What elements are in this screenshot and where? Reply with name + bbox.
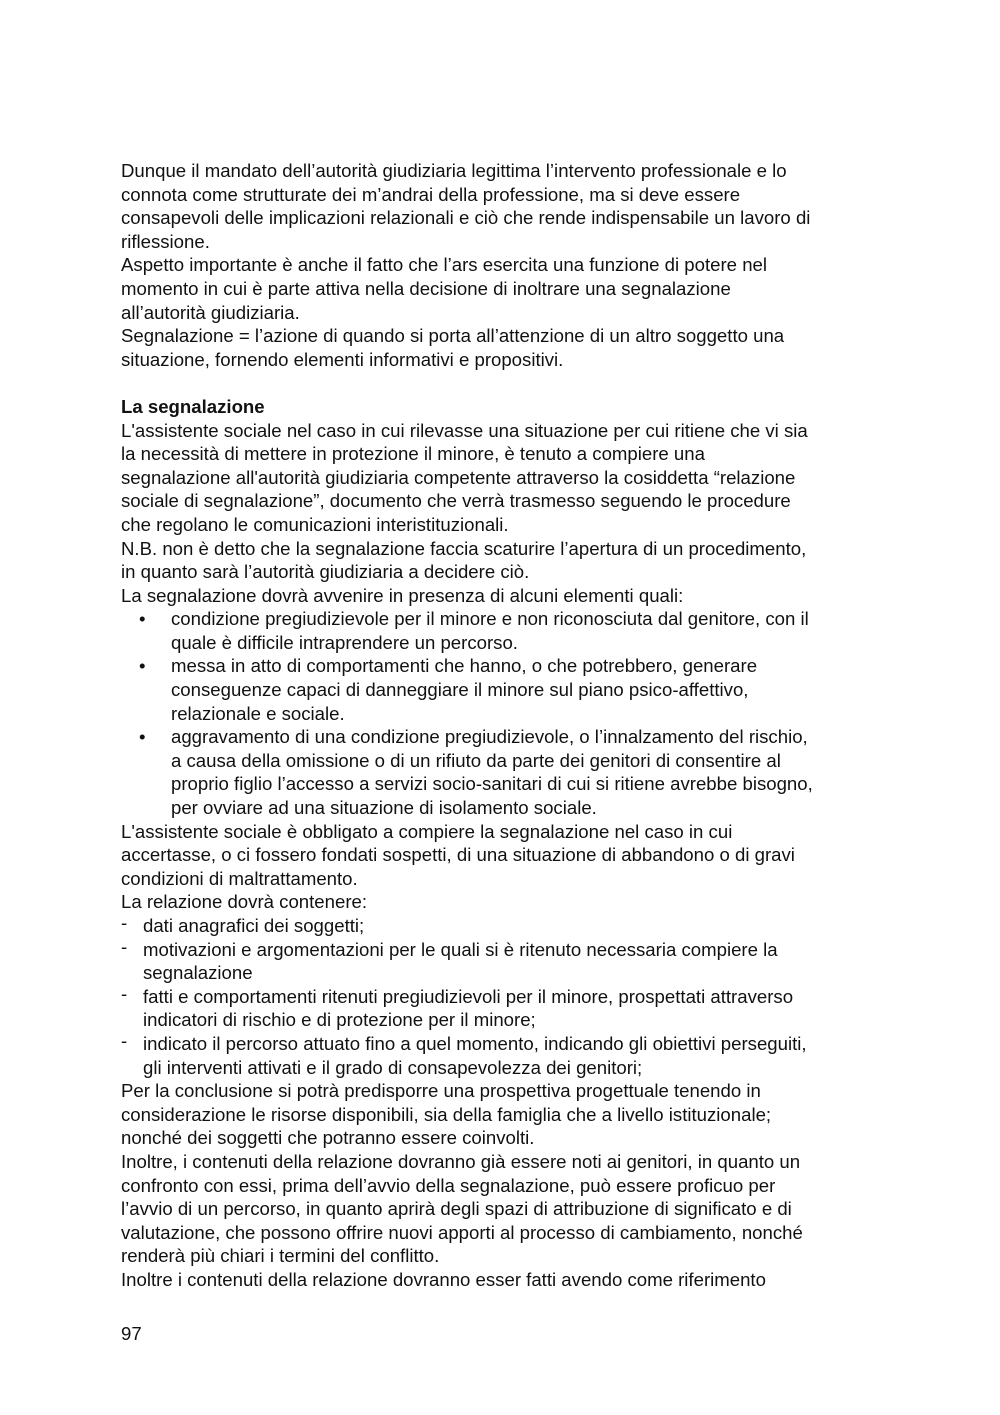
text-line: momento in cui è parte attiva nella decisione di inoltrare una segnalazione xyxy=(121,277,731,299)
list-item-text: a causa della omissione o di un rifiuto da parte dei genitori di consentire al xyxy=(171,749,781,771)
text-line: sociale di segnalazione”, documento che verrà trasmesso seguendo le procedure xyxy=(121,490,791,512)
list-item-text: messa in atto di comportamenti che hanno, o che potrebbero, generare xyxy=(171,655,758,677)
list-item xyxy=(121,725,881,819)
dash-list xyxy=(121,914,881,1079)
list-item-text: dati anagrafici dei soggetti; xyxy=(143,915,365,936)
page-number: 97 xyxy=(121,1323,142,1344)
list-item xyxy=(121,607,881,654)
list-item-line xyxy=(121,725,881,749)
text-line: consapevoli delle implicazioni relazionali e ciò che rende indispensabile un lavoro di xyxy=(121,207,811,229)
dash-icon: - xyxy=(121,935,128,957)
bullet-icon: • xyxy=(139,608,146,630)
paragraph-elementi xyxy=(121,584,881,608)
text-line: all’autorità giudiziaria. xyxy=(121,301,300,323)
paragraph-obbligo xyxy=(121,820,881,891)
list-item-text: conseguenze capaci di danneggiare il minore sul piano psico-affettivo, xyxy=(171,679,749,701)
text-line: che regolano le comunicazioni interistituzionali. xyxy=(121,513,509,535)
text-line: Inoltre, i contenuti della relazione dovranno già essere noti ai genitori, in quanto un xyxy=(121,1150,801,1172)
text-line: riflessione. xyxy=(121,230,210,252)
text-line: La relazione dovrà contenere: xyxy=(121,891,368,913)
text-line: nonché dei soggetti che potranno essere coinvolti. xyxy=(121,1127,535,1149)
text-line: connota come strutturate dei m’andrai della professione, ma si deve essere xyxy=(121,183,741,205)
list-item-line xyxy=(121,1029,881,1056)
text-line: in quanto sarà l’autorità giudiziaria a decidere ciò. xyxy=(121,561,530,583)
list-item-text: motivazioni e argomentazioni per le quali si è ritenuto necessaria compiere la xyxy=(143,938,778,960)
list-item xyxy=(121,982,881,1032)
text-line: La segnalazione dovrà avvenire in presenza di alcuni elementi quali: xyxy=(121,584,684,606)
dash-icon: - xyxy=(121,912,128,933)
list-item xyxy=(121,914,881,938)
list-item-text: condizione pregiudizievole per il minore e non riconosciuta dal genitore, con il xyxy=(171,608,809,630)
paragraph-mandato xyxy=(121,159,881,253)
text-line: l’avvio di un percorso, in quanto aprirà degli spazi di attribuzione di significato e di xyxy=(121,1198,792,1220)
dash-icon: - xyxy=(121,982,128,1004)
list-item-line xyxy=(121,702,881,726)
list-item-line xyxy=(121,796,881,820)
text-line: valutazione, che possono offrire nuovi apporti al processo di cambiamento, nonché xyxy=(121,1221,803,1243)
paragraph-genitori xyxy=(121,1150,881,1268)
list-item-text: relazionale e sociale. xyxy=(171,702,345,724)
list-item-text: indicato il percorso attuato fino a quel momento, indicando gli obiettivi perseguiti, xyxy=(143,1032,807,1054)
page-body xyxy=(121,159,881,1292)
list-item xyxy=(121,1029,881,1079)
list-item xyxy=(121,654,881,725)
text-line: segnalazione all'autorità giudiziaria competente attraverso la cosiddetta “relazione xyxy=(121,466,796,488)
text-line: accertasse, o ci fossero fondati sospetti, di una situazione di abbandono o di gravi xyxy=(121,844,795,866)
text-line: N.B. non è detto che la segnalazione faccia scaturire l’apertura di un procedimento, xyxy=(121,537,807,559)
text-line: la necessità di mettere in protezione il minore, è tenuto a compiere una xyxy=(121,443,705,465)
text-line: Segnalazione = l’azione di quando si porta all’attenzione di un altro soggetto una xyxy=(121,325,785,347)
list-item-text: aggravamento di una condizione pregiudizievole, o l’innalzamento del rischio, xyxy=(171,726,808,748)
text-line: L'assistente sociale nel caso in cui rilevasse una situazione per cui ritiene che vi sia xyxy=(121,419,808,441)
paragraph-assistente xyxy=(121,419,881,537)
list-item-line xyxy=(121,678,881,702)
list-item xyxy=(121,935,881,985)
list-item-text: fatti e comportamenti ritenuti pregiudizievoli per il minore, prospettati attraverso xyxy=(143,985,794,1007)
text-line: condizioni di maltrattamento. xyxy=(121,867,358,889)
list-item-text: quale è difficile intraprendere un percorso. xyxy=(171,631,518,653)
text-line: considerazione le risorse disponibili, sia della famiglia che a livello istituzionale; xyxy=(121,1103,772,1125)
text-line: Aspetto importante è anche il fatto che l’ars esercita una funzione di potere nel xyxy=(121,254,768,276)
list-item-text: per ovviare ad una situazione di isolamento sociale. xyxy=(171,797,597,819)
text-line: confronto con essi, prima dell’avvio della segnalazione, può essere proficuo per xyxy=(121,1174,776,1196)
text-line: renderà più chiari i termini del conflitto. xyxy=(121,1245,440,1267)
list-item-text: gli interventi attivati e il grado di consapevolezza dei genitori; xyxy=(143,1056,643,1078)
list-item-line xyxy=(121,772,881,796)
dash-icon: - xyxy=(121,1029,128,1051)
list-item-line xyxy=(121,982,881,1009)
list-item-line xyxy=(121,1008,881,1032)
text-line: Per la conclusione si potrà predisporre una prospettiva progettuale tenendo in xyxy=(121,1080,761,1102)
list-item-line xyxy=(121,607,881,631)
text-line: Dunque il mandato dell’autorità giudiziaria legittima l’intervento professionale e lo xyxy=(121,160,787,181)
text-line: situazione, fornendo elementi informativi e propositivi. xyxy=(121,348,564,370)
paragraph-riferimento xyxy=(121,1268,881,1292)
list-item-text: segnalazione xyxy=(143,962,253,984)
paragraph-contenuti xyxy=(121,890,881,914)
list-item-line xyxy=(121,935,881,962)
spacer xyxy=(121,371,881,395)
paragraph-conclusione xyxy=(121,1079,881,1150)
list-item-line xyxy=(121,1056,881,1080)
paragraph-potere xyxy=(121,253,881,324)
section-heading: La segnalazione xyxy=(121,395,265,417)
list-item-text: proprio figlio l’accesso a servizi socio-sanitari di cui si ritiene avrebbe bisogno, xyxy=(171,773,813,795)
list-item-line xyxy=(121,654,881,678)
text-line: L'assistente sociale è obbligato a compiere la segnalazione nel caso in cui xyxy=(121,820,733,842)
paragraph-nb xyxy=(121,537,881,584)
list-item-text: indicatori di rischio e di protezione per il minore; xyxy=(143,1009,536,1031)
list-item-line xyxy=(121,961,881,985)
paragraph-definizione xyxy=(121,324,881,371)
bullet-icon: • xyxy=(139,726,146,748)
bullet-list xyxy=(121,607,881,819)
list-item-line xyxy=(121,749,881,773)
bullet-icon: • xyxy=(139,655,146,677)
list-item-line xyxy=(121,914,881,938)
list-item-line xyxy=(121,631,881,655)
text-line: Inoltre i contenuti della relazione dovranno esser fatti avendo come riferimento xyxy=(121,1268,766,1290)
